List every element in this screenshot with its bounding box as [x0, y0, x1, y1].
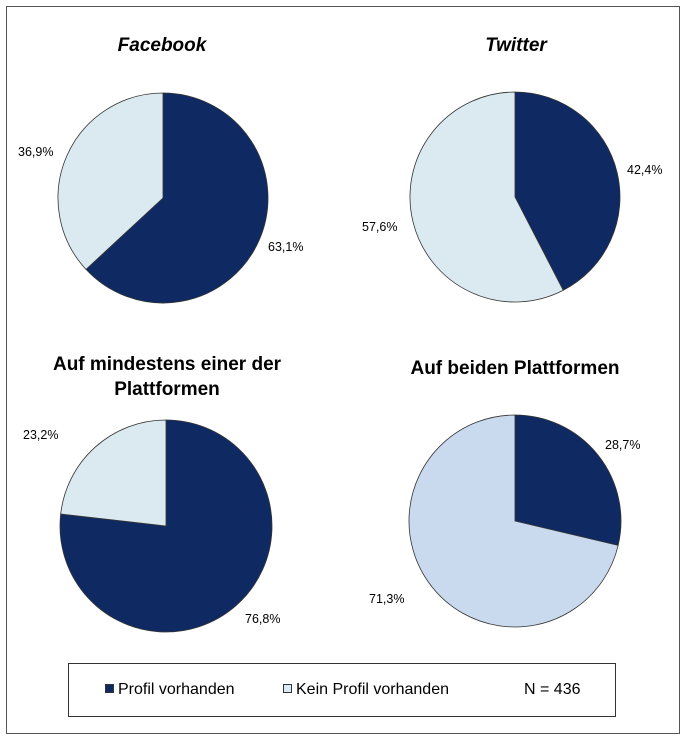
pie-label-twitter-profil: 42,4%	[627, 163, 663, 177]
legend-label-profil: Profil vorhanden	[118, 681, 235, 698]
pie-label-beide-kein-profil: 71,3%	[369, 592, 405, 606]
legend-item-kein-profil	[283, 681, 449, 699]
legend	[68, 663, 616, 717]
pie-chart-beide	[0, 0, 1, 1]
chart-title-mindestens	[22, 352, 312, 402]
legend-swatch-kein-profil	[283, 684, 292, 693]
sample-size-label: N = 436	[524, 681, 581, 698]
pie-label-facebook-profil: 63,1%	[268, 240, 304, 254]
pie-label-facebook-kein-profil: 36,9%	[18, 145, 54, 159]
legend-item-profil	[105, 681, 235, 699]
legend-swatch-profil	[105, 684, 114, 693]
chart-title-beide: Auf beiden Plattformen	[410, 358, 620, 379]
legend-label-kein-profil: Kein Profil vorhanden	[296, 681, 449, 698]
chart-title-mindestens-line-2: Plattformen	[114, 379, 220, 400]
pie-label-beide-profil: 28,7%	[605, 438, 641, 452]
chart-title-facebook: Facebook	[117, 35, 207, 56]
pie-label-mindestens-kein-profil: 23,2%	[23, 428, 59, 442]
pie-label-mindestens-profil: 76,8%	[245, 612, 281, 626]
pie-label-twitter-kein-profil: 57,6%	[362, 220, 398, 234]
chart-title-mindestens-line-1: Auf mindestens einer der	[52, 354, 282, 375]
chart-title-twitter: Twitter	[485, 35, 547, 56]
